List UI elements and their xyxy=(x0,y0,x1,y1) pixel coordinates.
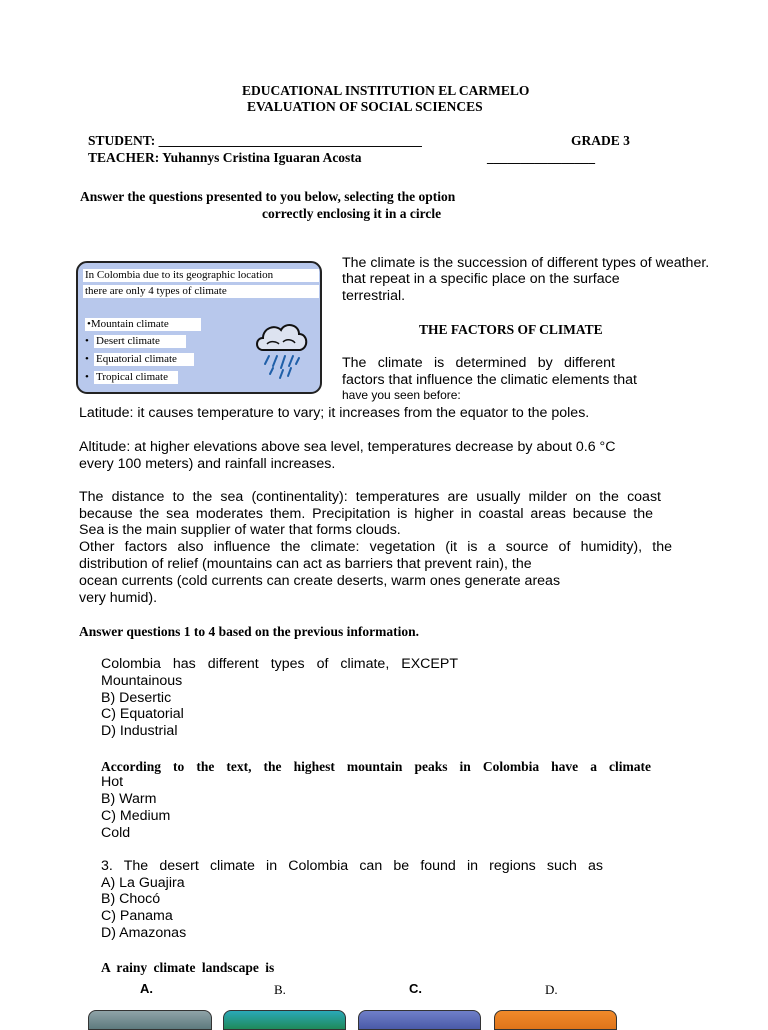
altitude-text: Altitude: at higher elevations above sea level, temperatures decrease by about 0.6 °C xyxy=(79,439,616,455)
q3-option[interactable]: A) La Guajira xyxy=(101,875,185,891)
bullet-icon: • xyxy=(85,335,89,347)
q2-option[interactable]: Hot xyxy=(101,774,124,790)
box-line-1: In Colombia due to its geographic location xyxy=(83,269,319,282)
bullet-icon: • xyxy=(85,371,89,383)
q3-option[interactable]: B) Chocó xyxy=(101,891,161,907)
instructions-line-2: correctly enclosing it in a circle xyxy=(262,206,442,221)
factors-intro-line: The climate is determined by different xyxy=(342,355,615,371)
landscape-b-image[interactable] xyxy=(223,1010,346,1030)
climate-type-item: Tropical climate xyxy=(94,371,178,384)
q2-option[interactable]: B) Warm xyxy=(101,791,157,807)
box-line-2: there are only 4 types of climate xyxy=(83,285,319,298)
evaluation-title: EVALUATION OF SOCIAL SCIENCES xyxy=(247,99,483,114)
factors-heading: THE FACTORS OF CLIMATE xyxy=(419,322,603,337)
factors-intro-small: have you seen before: xyxy=(342,388,461,402)
q3-option[interactable]: D) Amazonas xyxy=(101,925,187,941)
rain-cloud-icon xyxy=(253,318,311,384)
other-factors-text: distribution of relief (mountains can act as barriers that prevent rain), the xyxy=(79,556,532,572)
other-factors-text: Other factors also influence the climate: vegetation (it is a source of humidity), the xyxy=(79,539,672,555)
other-factors-text: ocean currents (cold currents can create deserts, warm ones generate areas xyxy=(79,573,561,589)
climate-types-box xyxy=(76,261,322,394)
landscape-d-image[interactable] xyxy=(494,1010,617,1030)
q1-option[interactable]: Mountainous xyxy=(101,673,183,689)
student-field[interactable]: STUDENT: _______________________________________ xyxy=(88,133,422,148)
grade-label: GRADE 3 xyxy=(571,133,630,148)
institution-title: EDUCATIONAL INSTITUTION EL CARMELO xyxy=(242,83,530,98)
teacher-label: TEACHER: Yuhannys Cristina Iguaran Acosta xyxy=(88,150,362,165)
latitude-text: Latitude: it causes temperature to vary; it increases from the equator to the poles. xyxy=(79,405,590,421)
intro-line: terrestrial. xyxy=(342,288,406,304)
distance-text: Sea is the main supplier of water that forms clouds. xyxy=(79,522,401,538)
choice-c-label[interactable]: C. xyxy=(409,981,422,996)
question-1-stem: Colombia has different types of climate, EXCEPT xyxy=(101,656,458,672)
question-3-stem: 3. The desert climate in Colombia can be found in regions such as xyxy=(101,858,603,874)
bullet-icon: • xyxy=(85,353,89,365)
questions-heading: Answer questions 1 to 4 based on the previous information. xyxy=(79,624,420,639)
intro-line: that repeat in a specific place on the surface xyxy=(342,271,620,287)
q1-option[interactable]: D) Industrial xyxy=(101,723,178,739)
teacher-blank[interactable]: ________________ xyxy=(487,150,595,165)
intro-line: The climate is the succession of different types of weather. xyxy=(342,255,710,271)
q1-option[interactable]: B) Desertic xyxy=(101,690,172,706)
distance-text: because the sea moderates them. Precipitation is higher in coastal areas because the xyxy=(79,506,653,522)
landscape-a-image[interactable] xyxy=(88,1010,212,1030)
question-4-stem: A rainy climate landscape is xyxy=(101,960,275,975)
q2-option[interactable]: Cold xyxy=(101,825,131,841)
climate-type-item: Equatorial climate xyxy=(94,353,194,366)
instructions-line-1: Answer the questions presented to you below, selecting the option xyxy=(80,189,456,204)
question-2-stem: According to the text, the highest mountain peaks in Colombia have a climate xyxy=(101,759,651,774)
other-factors-text: very humid). xyxy=(79,590,158,606)
choice-b-label[interactable]: B. xyxy=(274,982,286,997)
climate-type-item: •Mountain climate xyxy=(85,318,201,331)
landscape-c-image[interactable] xyxy=(358,1010,481,1030)
climate-type-item: Desert climate xyxy=(94,335,186,348)
q1-option[interactable]: C) Equatorial xyxy=(101,706,184,722)
choice-a-label[interactable]: A. xyxy=(140,981,153,996)
factors-intro-line: factors that influence the climatic elements that xyxy=(342,372,637,388)
q3-option[interactable]: C) Panama xyxy=(101,908,173,924)
q2-option[interactable]: C) Medium xyxy=(101,808,171,824)
distance-text: The distance to the sea (continentality): temperatures are usually milder on the coast xyxy=(79,489,661,505)
altitude-text: every 100 meters) and rainfall increases. xyxy=(79,456,336,472)
choice-d-label[interactable]: D. xyxy=(545,982,558,997)
